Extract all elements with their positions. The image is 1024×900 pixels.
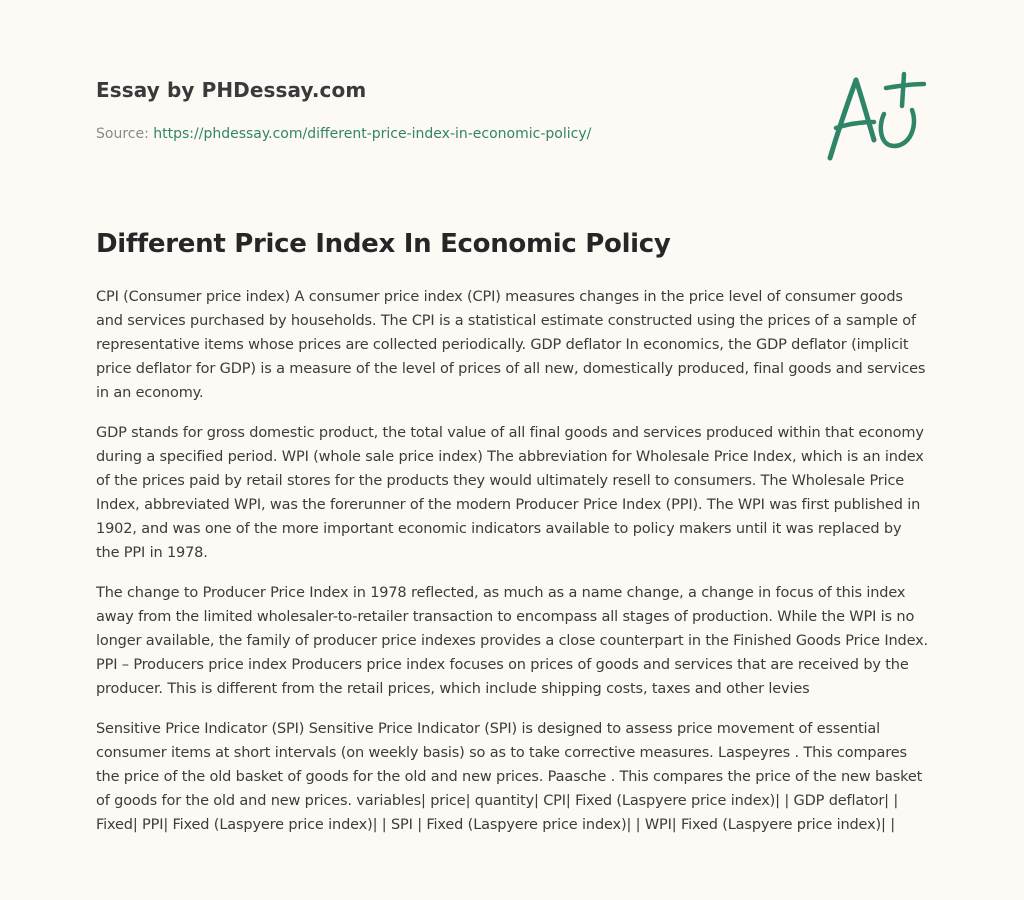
source-line <box>96 124 796 144</box>
essay-paragraph: GDP stands for gross domestic product, the total value of all final goods and services produced within that economy during a specified period. WPI (whole sale price index) The abbreviation for Wholesale Price Index, which is an index of the prices paid by retail stores for the products they would ultimately resell to consumers. The Wholesale Price Index, abbreviated WPI, was the forerunner of the modern Producer Price Index (PPI). The WPI was first published in 1902, and was one of the more important economic indicators available to policy makers until it was replaced by the PPI in 1978. <box>96 425 924 561</box>
source-link[interactable]: https://phdessay.com/different-price-index-in-economic-policy/ <box>153 126 592 142</box>
a-plus-grade-icon <box>822 68 926 164</box>
site-brand: Essay by PHDessay.com <box>96 78 367 102</box>
header <box>96 76 796 144</box>
source-label: Source: <box>96 126 154 142</box>
essay-paragraph: CPI (Consumer price index) A consumer price index (CPI) measures changes in the price level of consumer goods and services purchased by households. The CPI is a statistical estimate constructed using the prices of a sample of representative items whose prices are collected periodically. GDP deflator In economics, the GDP deflator (implicit price deflator for GDP) is a measure of the level of prices of all new, domestically produced, final goods and services in an economy. <box>96 289 926 401</box>
essay-title: Different Price Index In Economic Policy <box>96 229 671 259</box>
essay-paragraph: Sensitive Price Indicator (SPI) Sensitive Price Indicator (SPI) is designed to assess price movement of essential consumer items at short intervals (on weekly basis) so as to take corrective measures. Laspeyres . This compares the price of the old basket of goods for the old and new prices. Paasche . This compares the price of the new basket of goods for the old and new prices. variables| price| quantity| CPI| Fixed (Laspyere price index)| | GDP deflator| | Fixed| PPI| Fixed (Laspyere price index)| | SPI | Fixed (Laspyere price index)| | WPI| Fixed (Laspyere price index)| | <box>96 721 923 833</box>
essay-body <box>96 285 928 853</box>
essay-paragraph: The change to Producer Price Index in 1978 reflected, as much as a name change, a change in focus of this index away from the limited wholesaler-to-retailer transaction to encompass all stages of production. While the WPI is no longer available, the family of producer price indexes provides a close counterpart in the Finished Goods Price Index. PPI – Producers price index Producers price index focuses on prices of goods and services that are received by the producer. This is different from the retail prices, which include shipping costs, taxes and other levies <box>96 585 928 697</box>
